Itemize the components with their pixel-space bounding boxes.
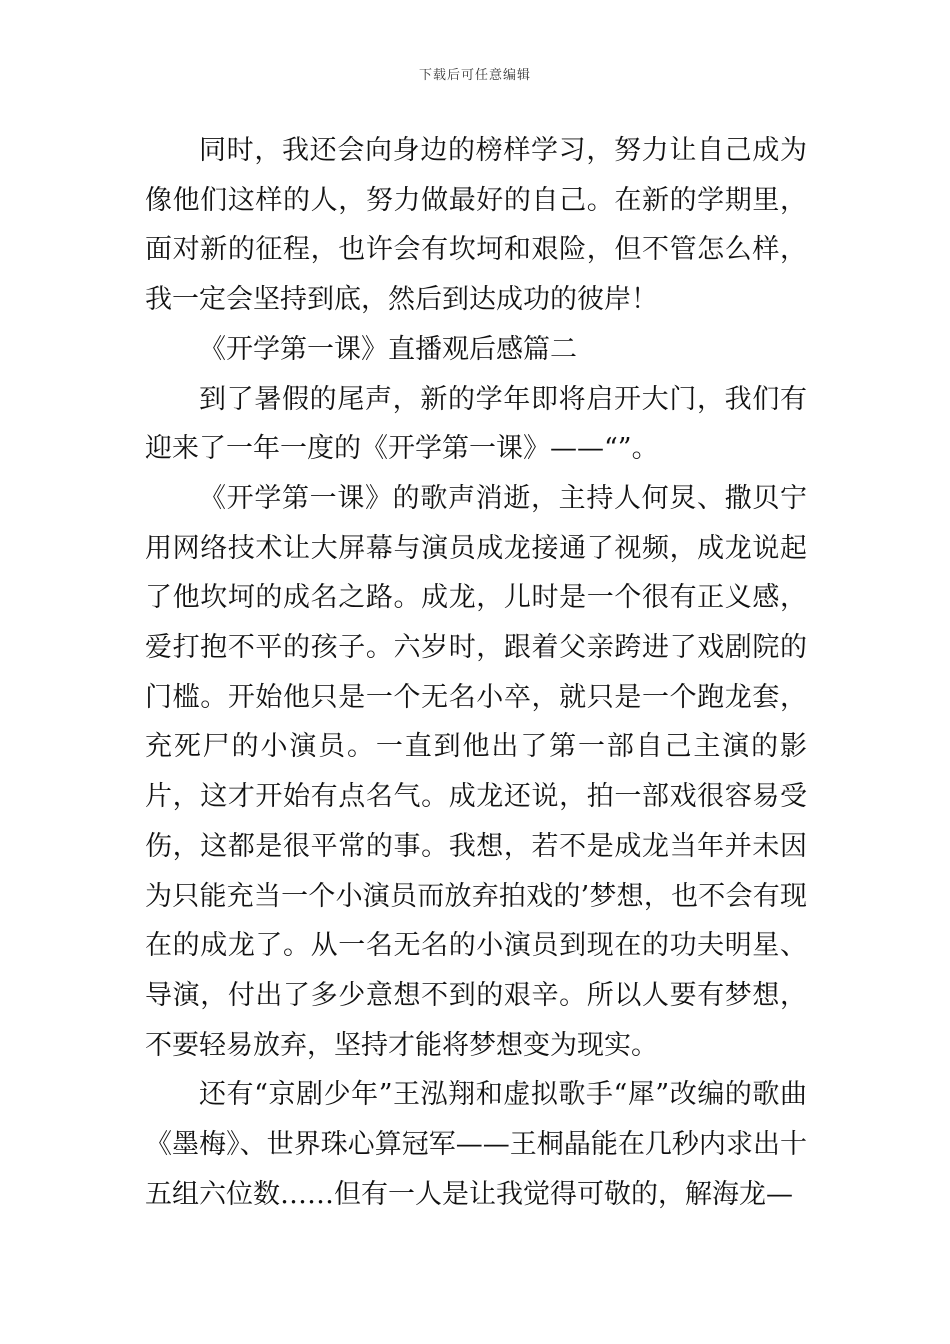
paragraph-4: 还有“京剧少年”王泓翔和虚拟歌手“犀”改编的歌曲《墨梅》、世界珠心算冠军——王桐晶能在几秒内求出十五组六位数……但有一人是让我觉得可敬的，解海龙— xyxy=(145,1079,807,1210)
section-title: 《开学第一课》直播观后感篇二 xyxy=(199,333,577,365)
page-header: 下载后可任意编辑 xyxy=(418,68,531,83)
paragraph-3: 《开学第一课》的歌声消逝，主持人何炅、撒贝宁用网络技术让大屏幕与演员成龙接通了视频，成龙说起了他坎坷的成名之路。成龙，儿时是一个很有正义感，爱打抱不平的孩子。六岁时，跟着父亲跨进了戏剧院的门槛。开始他只是一个无名小卒，就只是一个跑龙套，充死尸的小演员。一直到他出了第一部自己主演的影片，这才开始有点名气。成龙还说，拍一部戏很容易受伤，这都是很平常的事。我想，若不是成龙当年并未因为只能充当一个小演员而放弃拍戏的’梦想，也不会有现在的成龙了。从一名无名的小演员到现在的功夫明星、导演，付出了多少意想不到的艰辛。所以人要有梦想，不要轻易放弃，坚持才能将梦想变为现实。 xyxy=(145,482,807,1061)
paragraph-2: 到了暑假的尾声，新的学年即将启开大门，我们有迎来了一年一度的《开学第一课》——“”。 xyxy=(145,383,807,465)
document-body xyxy=(145,126,807,1219)
paragraph-1: 同时，我还会向身边的榜样学习，努力让自己成为像他们这样的人，努力做最好的自己。在新的学期里，面对新的征程，也许会有坎坷和艰险，但不管怎么样，我一定会坚持到底，然后到达成功的彼岸！ xyxy=(145,135,807,316)
